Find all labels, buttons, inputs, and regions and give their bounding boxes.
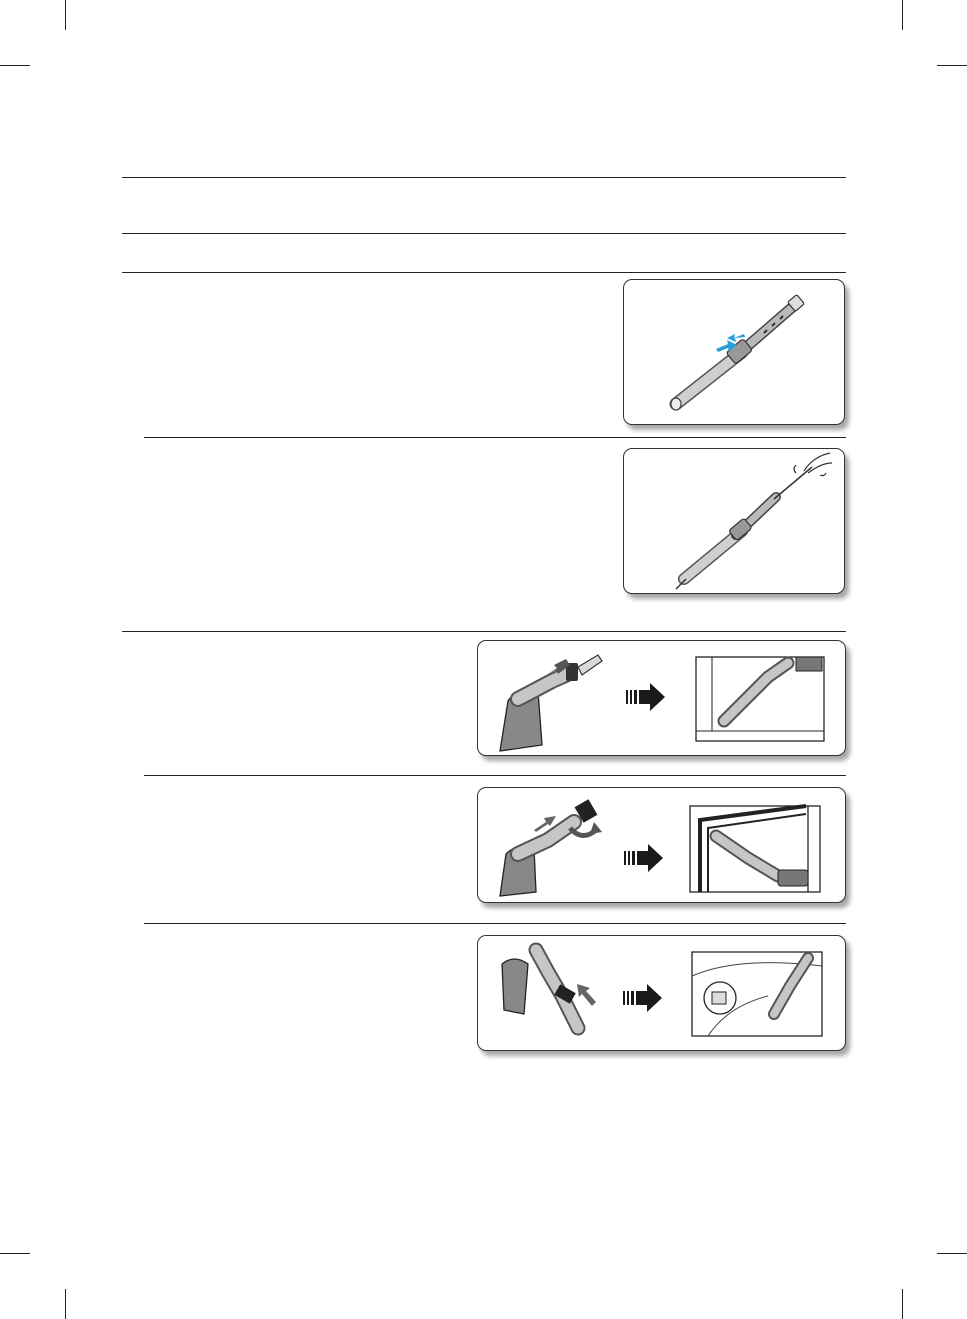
hand-icon (794, 453, 832, 476)
telescopic-pipe-illustration (671, 295, 804, 410)
telescopic-pipe-illustration (676, 467, 812, 589)
illustration-crevice-rotate (477, 787, 846, 903)
section-rule (122, 272, 846, 273)
crevice-in-use-illustration (696, 657, 824, 741)
illustration-pipe-clean (623, 448, 845, 594)
move-arrow-icon (577, 984, 596, 1006)
section-rule (122, 631, 846, 632)
crop-mark (937, 65, 967, 66)
header-rule-bottom (122, 233, 846, 234)
vacuum-handle-illustration (500, 655, 602, 751)
crop-mark (0, 1253, 30, 1254)
step-rule (144, 923, 846, 924)
vacuum-handle-illustration (502, 950, 578, 1028)
step-arrow-icon (626, 683, 665, 711)
crop-mark (65, 1289, 66, 1319)
crop-mark (902, 1289, 903, 1319)
illustration-pipe-adjust (623, 279, 845, 425)
illustration-crevice-attach (477, 640, 846, 756)
crevice-in-use-illustration (690, 806, 820, 892)
step-rule (144, 437, 846, 438)
step-rule (144, 775, 846, 776)
step-arrow-icon (624, 844, 663, 872)
crop-mark (0, 65, 30, 66)
step-arrow-icon (623, 984, 662, 1012)
vacuum-handle-illustration (500, 799, 597, 896)
illustration-crevice-detach (477, 935, 846, 1051)
crevice-in-use-illustration (692, 952, 822, 1036)
header-rule-top (122, 177, 846, 178)
crop-mark (902, 0, 903, 30)
crop-mark (937, 1253, 967, 1254)
crop-mark (65, 0, 66, 30)
